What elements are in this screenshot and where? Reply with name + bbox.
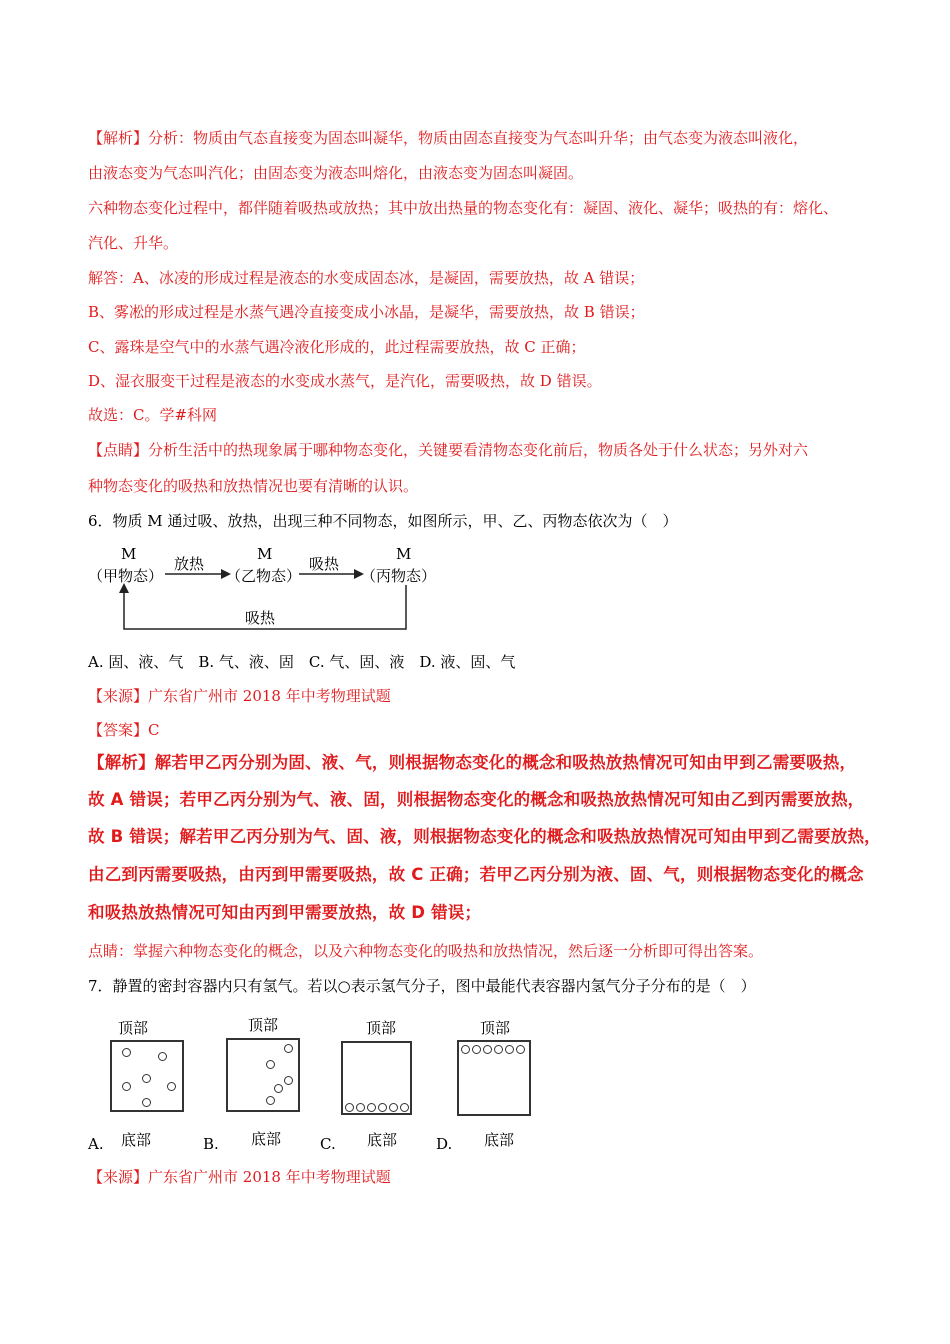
molecule [378, 1103, 387, 1112]
question-6-source: 【来源】广东省广州市 2018 年中考物理试题 [88, 687, 391, 705]
molecule [345, 1103, 354, 1112]
molecule [266, 1096, 275, 1105]
molecule [483, 1045, 492, 1054]
analysis-line-4: 汽化、升华。 [88, 234, 179, 252]
container-d-bottom-label: 底部 [484, 1131, 515, 1149]
answer-line-c: C、露珠是空气中的水蒸气遇冷液化形成的，此过程需要放热，故 C 正确； [88, 338, 586, 356]
answer-line-a: 解答：A、冰凌的形成过程是液态的水变成固态冰，是凝固，需要放热，故 A 错误； [88, 269, 645, 287]
tip-line-1: 【点睛】分析生活中的热现象属于哪种物态变化，关键要看清物态变化前后，物质各处于什么状态；另外对六 [88, 441, 809, 459]
molecule [122, 1048, 131, 1057]
release-heat-label: 放热 [174, 555, 205, 573]
container-b-top-label: 顶部 [248, 1016, 279, 1034]
q6-explanation-2: 故 A 错误；若甲乙丙分别为气、液、固，则根据物态变化的概念和吸热放热情况可知由乙到丙需要放热， [88, 790, 865, 809]
m-label-1: M [121, 545, 137, 563]
option-c-label: C. [320, 1135, 336, 1153]
molecule [266, 1060, 275, 1069]
molecule [400, 1103, 409, 1112]
molecule [142, 1098, 151, 1107]
m-label-3: M [396, 545, 412, 563]
molecule [505, 1045, 514, 1054]
molecule [389, 1103, 398, 1112]
container-d-top-label: 顶部 [480, 1019, 511, 1037]
question-6-answer: 【答案】C [88, 721, 160, 739]
molecule [461, 1045, 470, 1054]
container-c-bottom-label: 底部 [367, 1131, 398, 1149]
molecule [367, 1103, 376, 1112]
container-a [110, 1040, 184, 1112]
answer-line-b: B、雾凇的形成过程是水蒸气遇冷直接变成小冰晶，是凝华，需要放热，故 B 错误； [88, 303, 645, 321]
molecule [356, 1103, 365, 1112]
absorb-heat-label-1: 吸热 [309, 555, 340, 573]
molecule [284, 1044, 293, 1053]
analysis-line-3: 六种物态变化过程中，都伴随着吸热或放热；其中放出热量的物态变化有：凝固、液化、凝华；吸热的有：熔化、 [88, 199, 839, 217]
molecule [142, 1074, 151, 1083]
answer-line-d: D、湿衣服变干过程是液态的水变成水蒸气，是汽化，需要吸热，故 D 错误。 [88, 372, 602, 390]
analysis-line-1: 【解析】分析：物质由气态直接变为固态叫凝华，物质由固态直接变为气态叫升华；由气态变为液态叫液化， [88, 129, 809, 147]
analysis-line-2: 由液态变为气态叫汽化；由固态变为液态叫熔化，由液态变为固态叫凝固。 [88, 164, 584, 182]
option-b-label: B. [203, 1135, 219, 1153]
state-yi-label: （乙物态） [226, 567, 302, 585]
container-b-bottom-label: 底部 [251, 1130, 282, 1148]
question-6-options: A. 固、液、气 B. 气、液、固 C. 气、固、液 D. 液、固、气 [88, 653, 516, 671]
q6-explanation-3: 故 B 错误；解若甲乙丙分别为气、固、液，则根据物态变化的概念和吸热放热情况可知由甲到乙需要放热， [88, 827, 881, 846]
choice-line: 故选：C。学#科网 [88, 406, 218, 424]
container-d [457, 1040, 531, 1116]
m-label-2: M [257, 545, 273, 563]
question-7-source: 【来源】广东省广州市 2018 年中考物理试题 [88, 1168, 391, 1186]
absorb-heat-label-2: 吸热 [245, 609, 276, 627]
molecule [494, 1045, 503, 1054]
molecule [274, 1084, 283, 1093]
molecule [167, 1082, 176, 1091]
molecule [158, 1052, 167, 1061]
q6-explanation-1: 【解析】解若甲乙丙分别为固、液、气，则根据物态变化的概念和吸热放热情况可知由甲到乙需要吸热， [88, 753, 857, 772]
container-a-top-label: 顶部 [118, 1019, 149, 1037]
container-b [226, 1038, 300, 1112]
molecule [516, 1045, 525, 1054]
container-a-bottom-label: 底部 [121, 1131, 152, 1149]
state-bing-label: （丙物态） [361, 567, 437, 585]
tip-line-2: 种物态变化的吸热和放热情况也要有清晰的认识。 [88, 477, 419, 495]
state-change-diagram [88, 545, 468, 635]
molecule [122, 1082, 131, 1091]
molecule [284, 1076, 293, 1085]
option-a-label: A. [88, 1135, 104, 1153]
q6-explanation-5: 和吸热放热情况可知由丙到甲需要放热，故 D 错误； [88, 903, 482, 922]
state-jia-label: （甲物态） [88, 567, 164, 585]
molecule [472, 1045, 481, 1054]
q6-explanation-4: 由乙到丙需要吸热，由丙到甲需要吸热，故 C 正确；若甲乙丙分别为液、固、气，则根据物态变化的概念 [88, 865, 864, 884]
question-6: 6．物质 M 通过吸、放热，出现三种不同物态，如图所示，甲、乙、丙物态依次为（ ） [88, 512, 678, 530]
container-c-top-label: 顶部 [366, 1019, 397, 1037]
option-d-label: D. [436, 1135, 453, 1153]
q6-tip: 点睛：掌握六种物态变化的概念，以及六种物态变化的吸热和放热情况，然后逐一分析即可得出答案。 [88, 942, 764, 960]
container-c [341, 1041, 412, 1115]
question-7: 7．静置的密封容器内只有氢气。若以○表示氢气分子，图中最能代表容器内氢气分子分布的是（ ） [88, 977, 756, 995]
